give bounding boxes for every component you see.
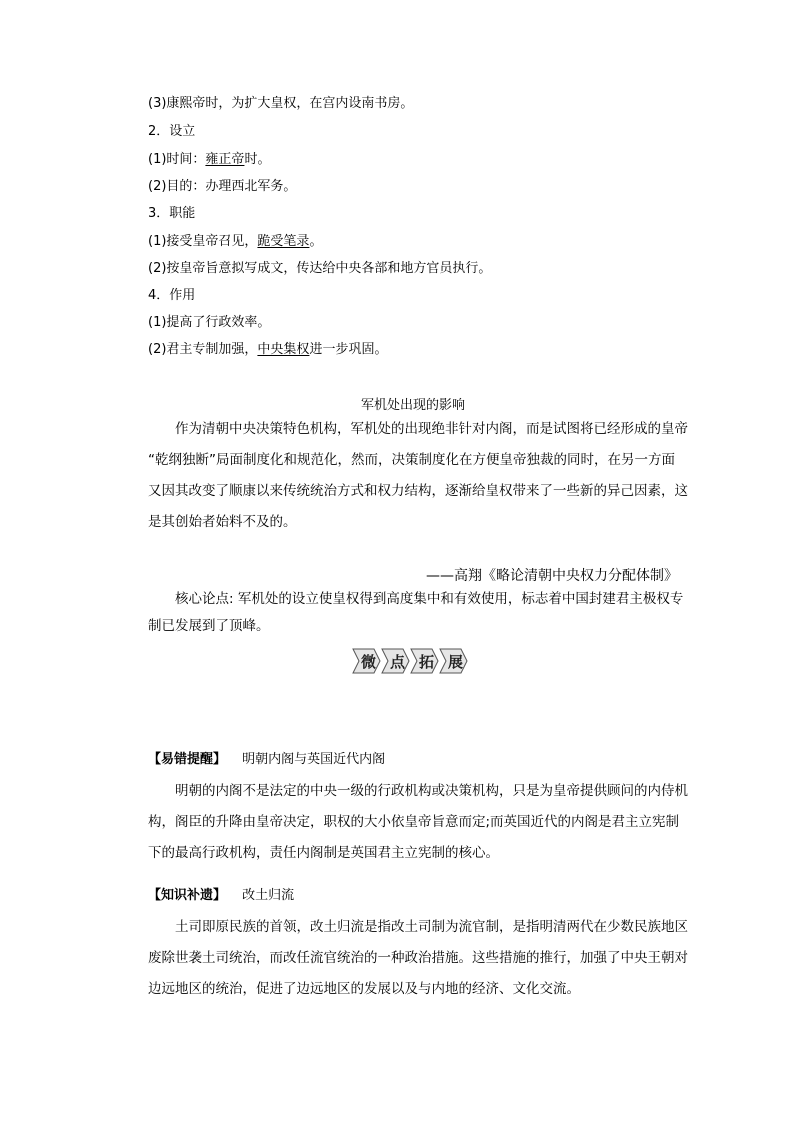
supplement-heading: [148, 888, 294, 904]
core-line-2: 制已发展到了顶峰。: [148, 618, 270, 634]
influence-title: 军机处出现的影响: [360, 398, 465, 413]
core-line-1: 核心论点: 军机处的设立使皇权得到高度集中和有效使用，标志着中国封建君主极权专: [175, 591, 684, 607]
badge-char-4: [439, 648, 468, 674]
influence-line-1: 作为清朝中央决策特色机构，军机处的出现绝非针对内阁，而是试图将已经形成的皇帝: [175, 421, 688, 437]
heading-effect: 4．作用: [148, 288, 196, 303]
label-summon: (1)接受皇帝召见，: [148, 234, 258, 249]
supplement-line-2: 废除世袭土司统治，而改任流官统治的一种政治措施。这些措施的推行，加强了中央王朝对: [148, 950, 688, 966]
suffix-time: 时。: [244, 152, 271, 167]
tip-line-2: 构，阁臣的升降由皇帝决定，职权的大小依皇帝旨意而定;而英国近代的内阁是君主立宪制: [148, 814, 680, 830]
badge-char-4-text: 展: [447, 652, 463, 671]
line-kangxi: (3)康熙帝时，为扩大皇权，在宫内设南书房。: [148, 96, 414, 111]
badge-char-1: [352, 648, 381, 674]
badge-char-2: [381, 648, 410, 674]
supplement-paragraph: [148, 912, 688, 1005]
underlined-central-power: 中央集权: [257, 342, 310, 357]
badge-char-1-text: 微: [360, 652, 376, 671]
micro-point-badge: [352, 648, 468, 674]
line-draft: (2)按皇帝旨意拟写成文，传达给中央各部和地方官员执行。: [148, 261, 492, 276]
citation-source: ——高翔《略论清朝中央权力分配体制》: [426, 568, 678, 584]
badge-char-3: [410, 648, 439, 674]
suffix-centralization: 进一步巩固。: [309, 342, 388, 357]
heading-function: 3．职能: [148, 206, 196, 221]
line-centralization: [148, 342, 387, 358]
label-centralization: (2)君主专制加强，: [148, 342, 258, 357]
line-summon: [148, 234, 322, 250]
suffix-summon: 。: [309, 234, 323, 249]
influence-line-3: 又因其改变了顺康以来传统统治方式和权力结构，逐渐给皇权带来了一些新的异己因素，这: [148, 483, 688, 499]
underlined-record: 跪受笔录: [257, 234, 310, 249]
tip-tag: 【易错提醒】: [148, 752, 227, 767]
influence-line-2: “乾纲独断”局面制度化和规范化，然而，决策制度化在方便皇帝独裁的同时，在另一方面: [148, 452, 675, 468]
supplement-tag: 【知识补遗】: [148, 888, 227, 903]
supplement-title: 改土归流: [242, 888, 295, 903]
tip-heading: [148, 752, 385, 768]
badge-char-3-text: 拓: [418, 652, 434, 671]
supplement-line-3: 边远地区的统治，促进了边远地区的发展以及与内地的经济、文化交流。: [148, 981, 580, 997]
tip-title: 明朝内阁与英国近代内阁: [242, 752, 386, 767]
tip-line-3: 下的最高行政机构，责任内阁制是英国君主立宪制的核心。: [148, 845, 499, 861]
heading-establish: 2．设立: [148, 124, 196, 139]
line-time: [148, 152, 270, 168]
tip-paragraph: [148, 776, 688, 869]
badge-char-2-text: 点: [389, 652, 405, 671]
label-time: (1)时间：: [148, 152, 206, 167]
tip-line-1: 明朝的内阁不是法定的中央一级的行政机构或决策机构，只是为皇帝提供顾问的内侍机: [175, 783, 688, 799]
supplement-line-1: 土司即原民族的首领，改土归流是指改土司制为流官制，是指明清两代在少数民族地区: [175, 919, 688, 935]
influence-line-4: 是其创始者始料不及的。: [148, 514, 297, 530]
line-efficiency: (1)提高了行政效率。: [148, 315, 271, 330]
underlined-yongzheng: 雍正帝: [205, 152, 245, 167]
line-purpose: (2)目的：办理西北军务。: [148, 179, 297, 194]
influence-paragraph: [148, 414, 688, 538]
core-argument: [148, 586, 684, 640]
